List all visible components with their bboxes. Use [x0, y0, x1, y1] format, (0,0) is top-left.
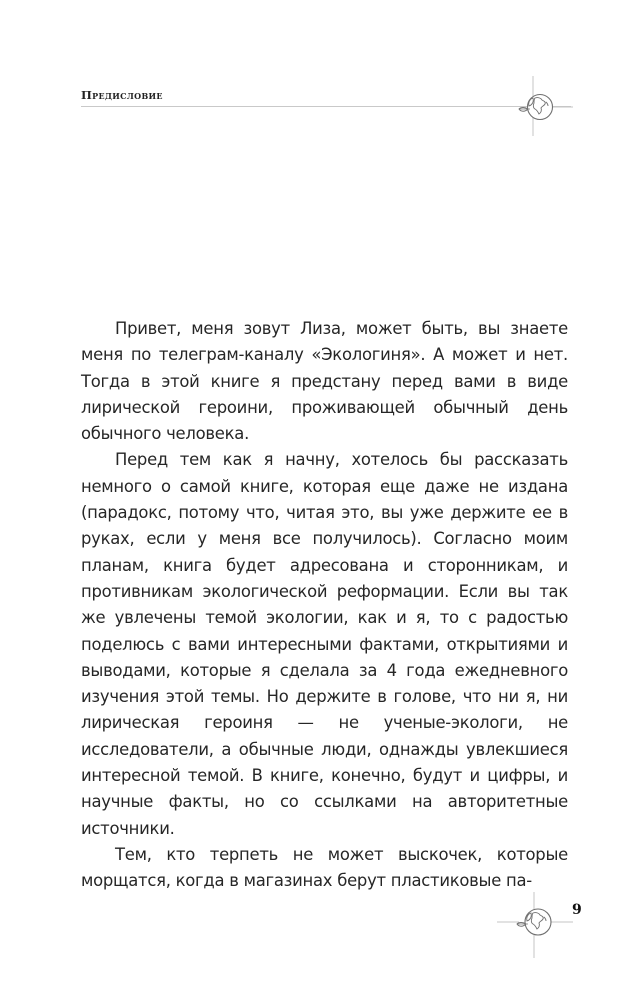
paragraph: Тем, кто терпеть не может выскочек, которые морщатся, когда в магазинах берут пластиковые па-: [81, 844, 568, 891]
running-head: Предисловие: [81, 88, 163, 102]
page-number: 9: [572, 902, 582, 918]
globe-with-leaves-icon: [497, 892, 577, 958]
paragraph: Перед тем как я начну, хотелось бы рассказать немного о самой книге, которая еще даже не издана (парадокс, потому что, читая это, вы уже держите ее в руках, если у меня все получилось). Согласно моим планам, книга будет адресована и сторонникам, и противникам экологической реформации. Если вы так же увлечены темой экологии, как и я, то с радостью поделюсь с вами интересными фактами, открытиями и выводами, которые я сделала за 4 года ежедневного изучения этой темы. Но держите в голове, что ни я, ни лирическая героиня — не ученые-экологи, не исследователи, а обычные люди, однажды увлекшиеся интересной темой. В книге, конечно, будут и цифры, и научные факты, но со ссылками на авторитетные источники.: [81, 450, 568, 838]
globe-with-leaves-icon: [497, 76, 577, 138]
paragraph: Привет, меня зовут Лиза, может быть, вы знаете меня по телеграм-каналу «Экологиня». А может и нет. Тогда в этой книге я предстану перед вами в виде лирической героини, проживающей обычный день обычного человека.: [81, 319, 568, 444]
body-text: [81, 316, 568, 895]
